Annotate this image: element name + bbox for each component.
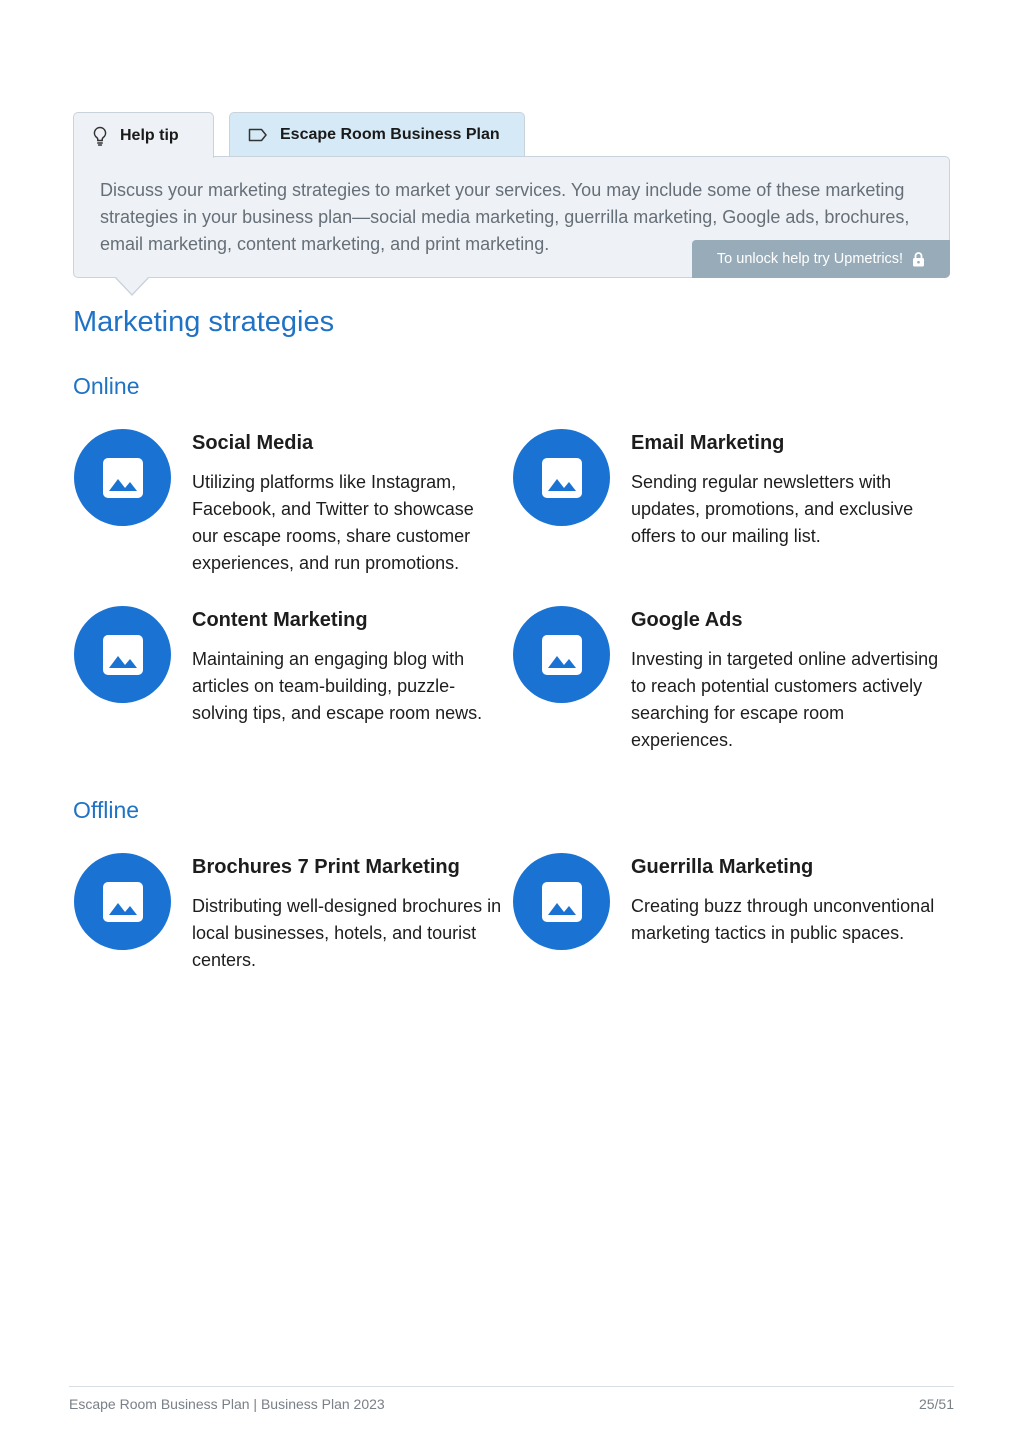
tab-help-tip-label: Help tip — [120, 126, 179, 144]
strategy-item-social-media — [74, 429, 504, 589]
lightbulb-icon — [92, 126, 108, 146]
strategy-description: Maintaining an engaging blog with articles on team-building, puzzle-solving tips, and escape room news. — [192, 649, 483, 723]
unlock-help-label: To unlock help try Upmetrics! — [716, 251, 904, 267]
strategy-item-email-marketing — [513, 429, 943, 589]
online-heading: Online — [73, 373, 140, 399]
image-placeholder-icon — [74, 606, 171, 703]
image-placeholder-icon — [74, 853, 171, 950]
strategy-item-brochures — [74, 853, 504, 1013]
strategy-item-guerrilla-marketing — [513, 853, 943, 1013]
tip-pointer — [115, 276, 149, 294]
footer-document-title: Escape Room Business Plan | Business Plan 2023 — [69, 1396, 385, 1412]
tab-bar — [73, 112, 953, 157]
image-placeholder-icon — [74, 429, 171, 526]
help-tip-panel — [73, 156, 950, 278]
strategy-title: Social Media — [192, 432, 314, 454]
strategy-title: Email Marketing — [631, 432, 785, 454]
unlock-help-button[interactable] — [692, 240, 950, 278]
tab-help-tip[interactable] — [73, 112, 214, 158]
strategy-item-google-ads — [513, 606, 943, 766]
section-title: Marketing strategies — [73, 306, 335, 338]
tag-icon — [248, 128, 268, 142]
strategy-title: Content Marketing — [192, 609, 368, 631]
strategy-description: Investing in targeted online advertising to reach potential customers actively searching for escape room experiences. — [631, 649, 939, 750]
strategy-description: Distributing well-designed brochures in local businesses, hotels, and tourist centers. — [192, 896, 502, 970]
strategy-description: Sending regular newsletters with updates, promotions, and exclusive offers to our mailing list. — [631, 472, 914, 546]
offline-heading: Offline — [73, 797, 140, 823]
strategy-item-content-marketing — [74, 606, 504, 766]
image-placeholder-icon — [513, 429, 610, 526]
strategy-description: Utilizing platforms like Instagram, Facebook, and Twitter to showcase our escape rooms, share customer experiences, and run promotions. — [192, 472, 474, 573]
lock-icon — [912, 251, 925, 267]
strategy-description: Creating buzz through unconventional marketing tactics in public spaces. — [631, 896, 935, 943]
tab-escape-room-plan[interactable] — [229, 112, 525, 156]
help-tip-text: Discuss your marketing strategies to market your services. You may include some of these marketing strategies in your business plan—social media marketing, guerrilla marketing, Google ads, brochures, email marketing, content marketing, and print marketing. — [100, 180, 910, 254]
image-placeholder-icon — [513, 606, 610, 703]
strategy-title: Google Ads — [631, 609, 743, 631]
strategy-title: Brochures 7 Print Marketing — [192, 856, 460, 878]
strategy-title: Guerrilla Marketing — [631, 856, 814, 878]
tab-escape-room-plan-label: Escape Room Business Plan — [280, 125, 500, 143]
footer-divider — [69, 1386, 954, 1387]
footer-page-number: 25/51 — [918, 1396, 954, 1412]
image-placeholder-icon — [513, 853, 610, 950]
